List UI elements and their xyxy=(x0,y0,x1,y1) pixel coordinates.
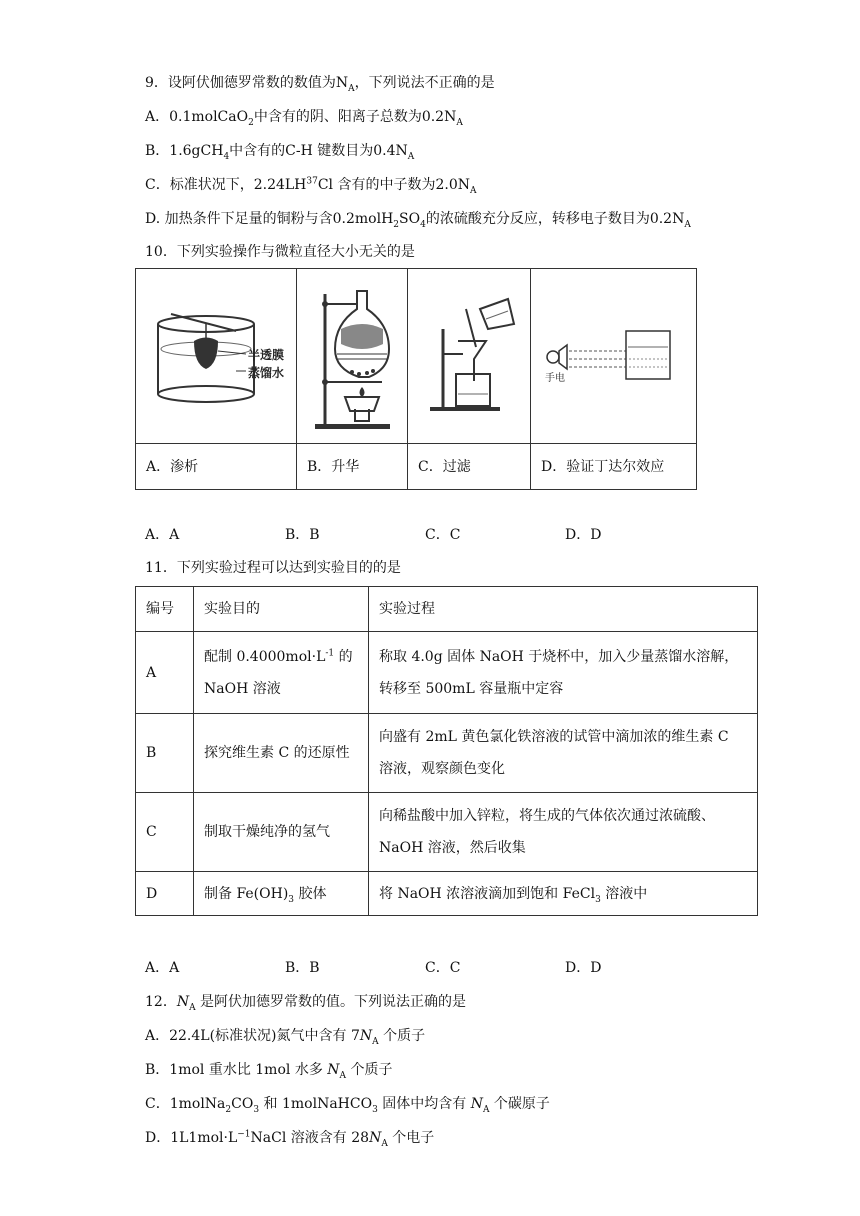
q11-stem: 11．下列实验过程可以达到实验目的的是 xyxy=(145,560,401,576)
q12-option-c: C．$1molNa_2CO_3$ 和 1molNaHCO$_3$ 固体中均含有 $N_A$ 个碳原子 xyxy=(145,1096,550,1115)
q10-option-d: D．D xyxy=(565,527,602,543)
fig-tyndall xyxy=(531,269,697,444)
tyndall-apparatus-image xyxy=(531,269,696,437)
cell-filtration: C．过滤 xyxy=(408,444,531,490)
q12-option-a: A．22.4L(标准状况)氮气中含有 $7N_A$ 个质子 xyxy=(145,1028,426,1047)
label-distilled-water: 蒸馏水 xyxy=(248,366,285,380)
table-row: B 探究维生素 C 的还原性 向盛有 2mL 黄色氯化铁溶液的试管中滴加浓的维生素 C 溶液，观察颜色变化 xyxy=(136,714,758,793)
table-row: D 制备 $Fe(OH)_3$ 胶体 将 NaOH 浓溶液滴加到饱和 FeCl$_3$ 溶液中 xyxy=(136,872,758,916)
header-goal: 实验目的 xyxy=(194,587,369,632)
filtration-apparatus-image xyxy=(408,269,530,437)
q11-table xyxy=(135,586,758,916)
q11-options xyxy=(145,958,705,978)
table-row: C 制取干燥纯净的氢气 向稀盐酸中加入锌粒，将生成的气体依次通过浓硫酸、 NaOH 溶液，然后收集 xyxy=(136,793,758,872)
cell-dialysis: A．渗析 xyxy=(136,444,297,490)
q9-option-c: C．标准状况下，2.24LH$^{37}$Cl 含有的中子数为$2.0N_A$ xyxy=(145,176,477,196)
q9-option-b: B．1.6gCH$_4$中含有的C-H 键数目为$0.4N_A$ xyxy=(145,143,415,162)
q9-stem: 9．设阿伏伽德罗常数的数值为$N_A$，下列说法不正确的是 xyxy=(145,75,495,94)
q10-options xyxy=(145,525,705,545)
header-id: 编号 xyxy=(136,587,194,632)
q11-option-a: A．A xyxy=(145,960,180,976)
label-flashlight: 手电 xyxy=(545,373,565,384)
q10-figure-table xyxy=(135,268,697,490)
q9-option-a: A．0.1molCaO$_2$中含有的阴、阳离子总数为$0.2N_A$ xyxy=(145,109,463,128)
q11-option-c: C．C xyxy=(425,960,461,976)
cell-sublimation: B．升华 xyxy=(297,444,408,490)
q12-option-b: B．1mol 重水比 1mol 水多 $N_A$ 个质子 xyxy=(145,1062,393,1081)
q12-stem: 12．$N_A$ 是阿伏加德罗常数的值。下列说法正确的是 xyxy=(145,994,467,1013)
sublimation-apparatus-image xyxy=(297,269,407,437)
dialysis-apparatus-image xyxy=(136,269,296,437)
q10-option-a: A．A xyxy=(145,527,180,543)
fig-dialysis xyxy=(136,269,297,444)
q10-stem: 10．下列实验操作与微粒直径大小无关的是 xyxy=(145,244,415,260)
label-semipermeable-membrane: 半透膜 xyxy=(248,348,285,362)
header-process: 实验过程 xyxy=(369,587,758,632)
q11-option-d: D．D xyxy=(565,960,602,976)
q11-option-b: B．B xyxy=(285,960,320,976)
fig-filtration xyxy=(408,269,531,444)
q10-option-b: B．B xyxy=(285,527,320,543)
fig-sublimation xyxy=(297,269,408,444)
q10-option-c: C．C xyxy=(425,527,461,543)
q9-option-d: D. 加热条件下足量的铜粉与含$0.2molH_2SO_4$的浓硫酸充分反应，转移电子数目为$0.2N_A$ xyxy=(145,211,691,230)
cell-tyndall: D．验证丁达尔效应 xyxy=(531,444,697,490)
table-row: A 配制 $0.4000mol\cdot L^{-1}$ 的 NaOH 溶液 称取 4.0g 固体 NaOH 于烧杯中，加入少量蒸馏水溶解， 转移至 500mL 容量瓶中定容 xyxy=(136,632,758,714)
q12-option-d: D．$1L1mol\cdot L^{-1}NaCl$ 溶液含有 $28N_A$ 个电子 xyxy=(145,1129,435,1149)
